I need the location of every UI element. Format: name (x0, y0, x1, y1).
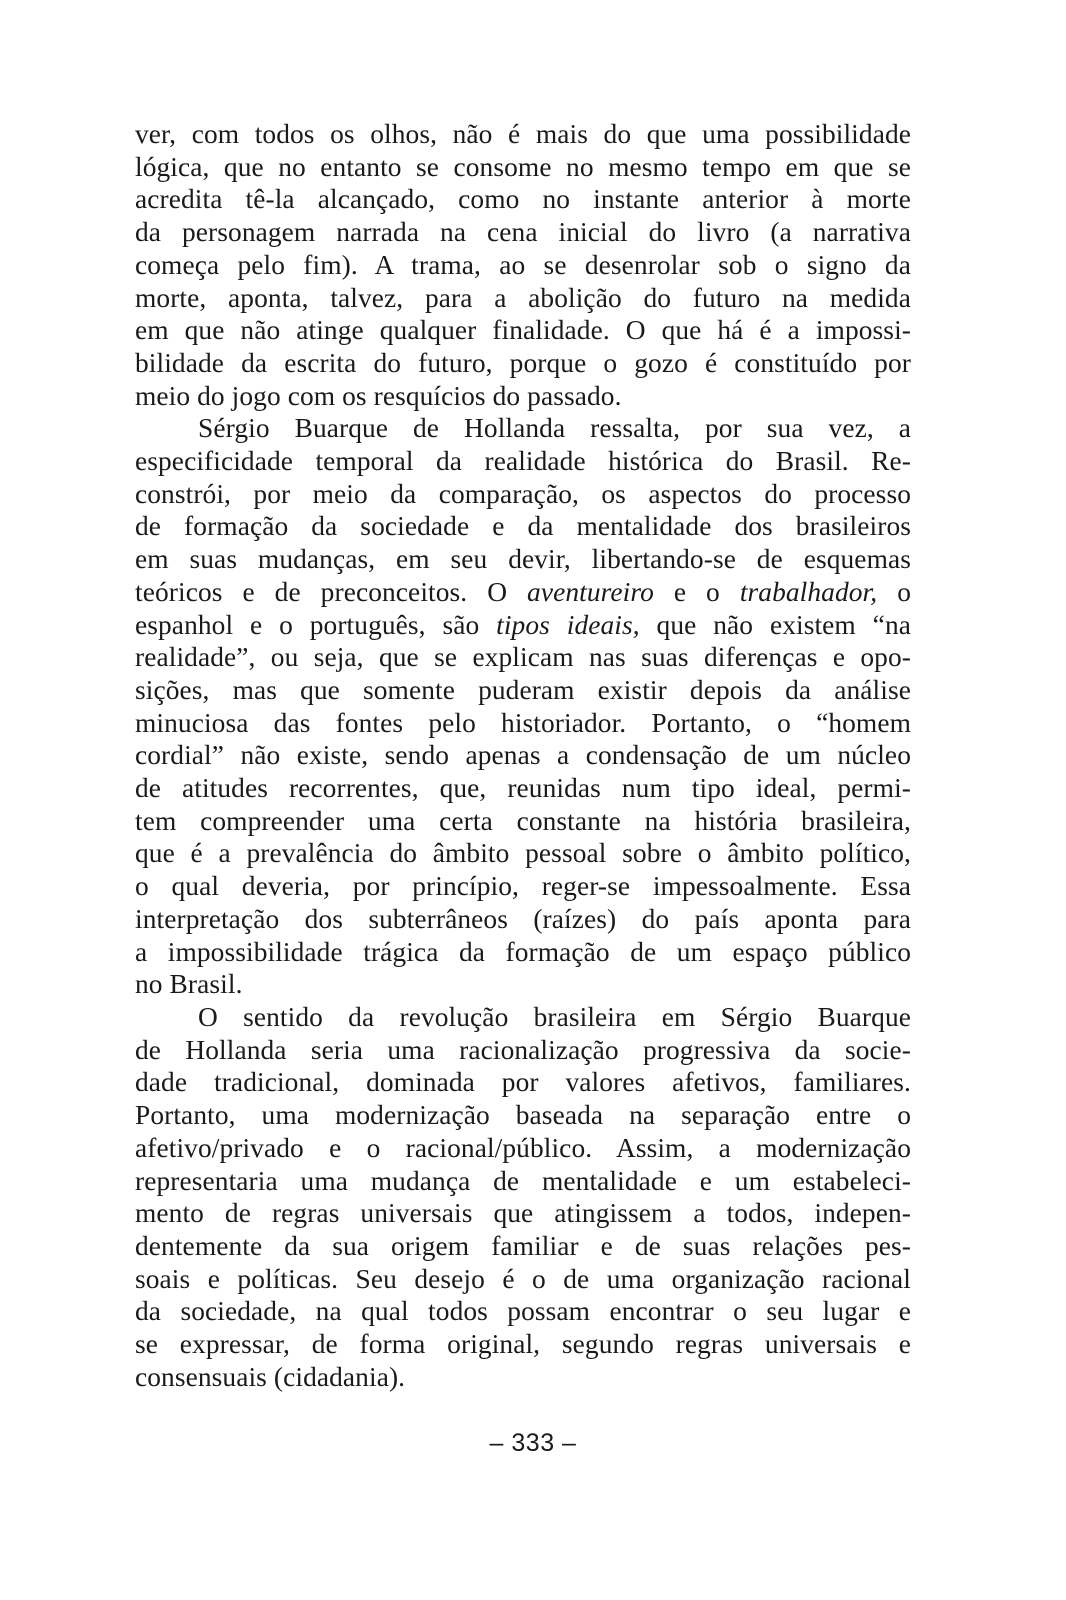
text-line: morte, aponta, talvez, para a abolição do futuro na medida (135, 282, 911, 313)
text-line: cordial” não existe, sendo apenas a condensação de um núcleo (135, 740, 911, 771)
body-text (135, 118, 911, 1393)
text-line: de atitudes recorrentes, que, reunidas num tipo ideal, permi- (135, 773, 911, 804)
text-line: em que não atinge qualquer finalidade. O que há é a impossi- (135, 315, 911, 346)
text-line: lógica, que no entanto se consome no mesmo tempo em que se (135, 151, 911, 182)
paragraph (135, 118, 911, 412)
italic-term: trabalhador, (739, 576, 878, 607)
text-line: da sociedade, na qual todos possam encontrar o seu lugar e (135, 1296, 911, 1327)
text-line: o qual deveria, por princípio, reger-se impessoalmente. Essa (135, 871, 911, 902)
page-number: – 333 – (489, 1429, 577, 1457)
text-line: da personagem narrada na cena inicial do livro (a narrativa (135, 217, 911, 248)
text-line: teóricos e de preconceitos. O aventureiro e o trabalhador, o (135, 576, 911, 607)
text-line: espanhol e o português, são tipos ideais, que não existem “na (135, 609, 911, 640)
text-line: especificidade temporal da realidade histórica do Brasil. Re- (135, 446, 911, 477)
text-line: Portanto, uma modernização baseada na separação entre o (135, 1100, 911, 1131)
text-line: bilidade da escrita do futuro, porque o gozo é constituído por (135, 347, 911, 378)
text-line: soais e políticas. Seu desejo é o de uma organização racional (135, 1263, 911, 1294)
text-line: representaria uma mudança de mentalidade e um estabeleci- (135, 1165, 911, 1196)
text-line: se expressar, de forma original, segundo regras universais e (135, 1329, 911, 1360)
paragraph (135, 1001, 911, 1393)
text-line: no Brasil. (135, 969, 243, 1000)
italic-term: aventureiro (527, 576, 654, 607)
text-line: interpretação dos subterrâneos (raízes) do país aponta para (135, 903, 911, 934)
paragraph (135, 412, 911, 1001)
text-line: ver, com todos os olhos, não é mais do que uma possibilidade (135, 119, 911, 149)
text-line: de Hollanda seria uma racionalização progressiva da socie- (135, 1034, 911, 1065)
text-line: de formação da sociedade e da mentalidade dos brasileiros (135, 511, 911, 542)
text-line: em suas mudanças, em seu devir, libertando-se de esquemas (135, 544, 911, 575)
text-line: tem compreender uma certa constante na história brasileira, (135, 805, 911, 836)
text-line: minuciosa das fontes pelo historiador. Portanto, o “homem (135, 707, 911, 738)
text-line: afetivo/privado e o racional/público. Assim, a modernização (135, 1132, 911, 1163)
text-line: constrói, por meio da comparação, os aspectos do processo (135, 478, 911, 509)
text-line: O sentido da revolução brasileira em Sérgio Buarque (198, 1001, 911, 1032)
text-line: a impossibilidade trágica da formação de um espaço público (135, 936, 911, 967)
text-line: Sérgio Buarque de Hollanda ressalta, por sua vez, a (198, 413, 911, 444)
italic-term: tipos ideais, (496, 609, 640, 640)
text-line: dade tradicional, dominada por valores afetivos, familiares. (135, 1067, 911, 1098)
text-line: realidade”, ou seja, que se explicam nas suas diferenças e opo- (135, 642, 911, 673)
text-line: sições, mas que somente puderam existir depois da análise (135, 674, 911, 705)
text-line: meio do jogo com os resquícios do passado. (135, 380, 622, 411)
text-line: dentemente da sua origem familiar e de suas relações pes- (135, 1230, 911, 1261)
text-line: acredita tê-la alcançado, como no instante anterior à morte (135, 184, 911, 215)
text-line: começa pelo fim). A trama, ao se desenrolar sob o signo da (135, 249, 911, 280)
text-line: consensuais (cidadania). (135, 1361, 406, 1392)
text-line: mento de regras universais que atingissem a todos, indepen- (135, 1198, 911, 1229)
text-line: que é a prevalência do âmbito pessoal sobre o âmbito político, (135, 838, 911, 869)
